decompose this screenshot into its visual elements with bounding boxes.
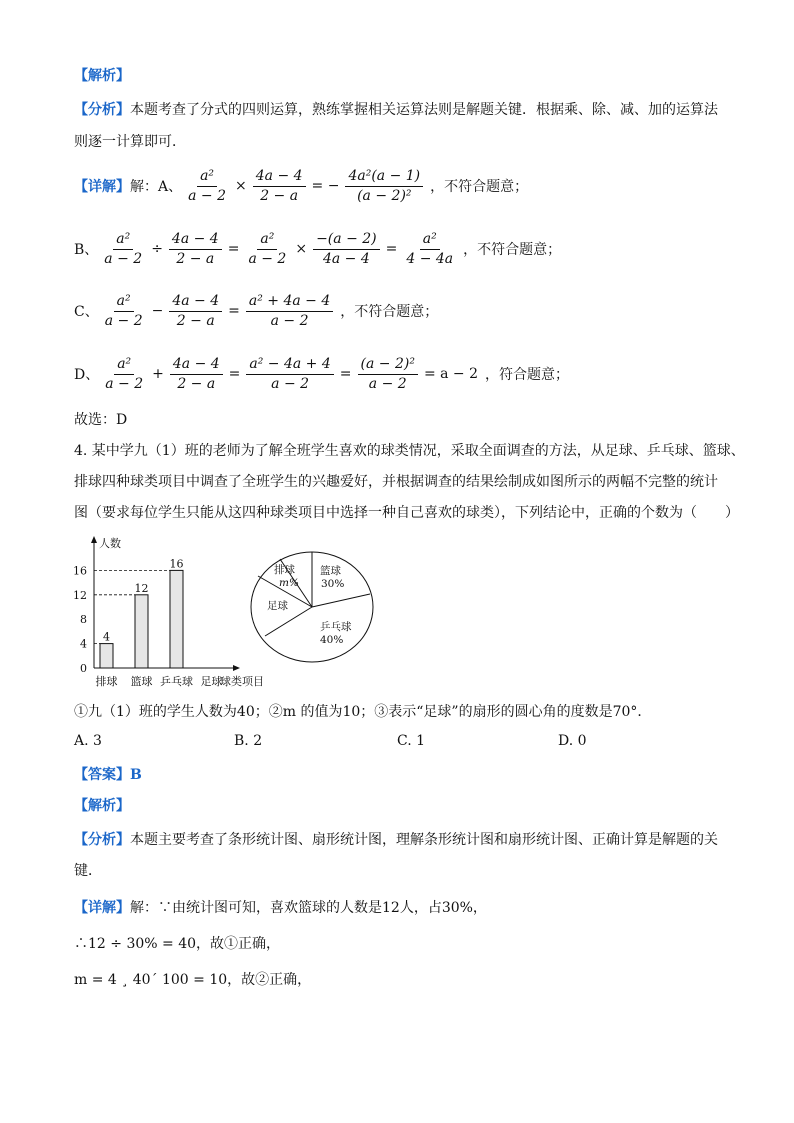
question-4-line1: 4. 某中学九（1）班的老师为了解全班学生喜欢的球类情况，采取全面调查的方法，从足球、乒乓球、篮球、 xyxy=(74,443,745,459)
fraction: $\frac{\text{a²}}{a - 2}$ xyxy=(104,230,143,267)
x-tick-label: 足球 xyxy=(200,675,223,688)
fraction: $\frac{4a - 4}{2 - a}$ xyxy=(169,230,222,269)
answer-label: 【答案】B xyxy=(74,767,142,783)
pie-label-pingpang-pct: 40% xyxy=(320,634,344,646)
fraction: $\frac{4a - 4}{2 - a}$ xyxy=(170,355,223,394)
formula-c: C、 $\frac{\text{a²}}{a - 2}$ − $\frac{4a - 4}{2 - a}$ = $\frac{\text{a² + 4a − 4}}{a - 2}$ ，不符合题意； xyxy=(74,292,439,329)
formula-a: 【详解】 解：A、 $\frac{\text{a²}}{a - 2}$ × $\frac{4a - 4}{2 - a}$ = − $\frac{\text{4a²(a − 1)}}{\text{(a − 2)²}}$ ，不符合题意； xyxy=(74,167,529,204)
formula-b: B、 $\frac{\text{a²}}{a - 2}$ ÷ $\frac{4a - 4}{2 - a}$ = $\frac{\text{a²}}{a - 2}$ × $\frac{-(a - 2)}{4a - 4}$ = $\frac{\text{a²}}{4 - 4a}$ ，不符合题意； xyxy=(74,230,562,267)
y-tick-label: 0 xyxy=(80,662,87,675)
question-4-line2: 排球四种球类项目中调查了全班学生的兴趣爱好，并根据调查的结果绘制成如图所示的两幅不完整的统计 xyxy=(74,474,718,490)
fraction: $\frac{\text{a²}}{a - 2}$ xyxy=(188,167,227,204)
y-tick-label: 4 xyxy=(80,637,87,651)
choice-b: B. 2 xyxy=(234,733,263,749)
question-4-line3: 图（要求每位学生只能从这四种球类项目中选择一种自己喜欢的球类），下列结论中，正确的个数为（ ） xyxy=(74,505,739,521)
pie-chart-wrap xyxy=(250,550,380,668)
x-tick-label: 乒乓球 xyxy=(160,675,193,688)
x-tick-label: 排球 xyxy=(95,675,118,688)
fraction: $\frac{\text{a²}}{a - 2}$ xyxy=(104,292,143,329)
y-axis-arrow xyxy=(91,536,97,543)
fenxi-line2: 则逐一计算即可． xyxy=(74,134,186,150)
y-tick-label: 8 xyxy=(80,613,87,627)
x-tick-label: 篮球 xyxy=(130,675,153,688)
fenxi-label: 【分析】 xyxy=(74,102,130,118)
pie-label-paiqiu: 排球 xyxy=(274,564,295,576)
fenxi2-line2: 键． xyxy=(74,863,102,879)
fraction: $\frac{4a - 4}{2 - a}$ xyxy=(169,292,222,331)
fenxi-line1: 【分析】本题考查了分式的四则运算，熟练掌握相关运算法则是解题关键．根据乘、除、减、加的运算法 xyxy=(74,102,718,118)
xiangjie-label: 【详解】 xyxy=(74,179,130,195)
bar-value-label: 4 xyxy=(103,630,110,644)
fraction: $\frac{\text{a²}}{4 - 4a}$ xyxy=(406,230,454,267)
y-axis-label: 人数 xyxy=(99,537,121,550)
x-axis-label: 球类项目 xyxy=(220,675,264,688)
fraction: $\frac{-(a - 2)}{4a - 4}$ xyxy=(313,230,380,269)
bar-value-label: 12 xyxy=(134,581,149,595)
xiangjie-label-2: 【详解】 xyxy=(74,900,130,916)
choice-d: D. 0 xyxy=(558,733,587,749)
fraction: $\frac{\text{a²}}{a - 2}$ xyxy=(248,230,287,267)
pie-label-lanqiu-pct: 30% xyxy=(321,578,345,590)
pie-chart xyxy=(250,550,380,664)
fraction: $\frac{\text{a²}}{a - 2}$ xyxy=(105,355,144,392)
pie-label-paiqiu-pct: m% xyxy=(279,577,299,589)
jiexi-heading: 【解析】 xyxy=(74,68,130,84)
fraction: $\frac{\text{(a − 2)²}}{a - 2}$ xyxy=(358,355,418,394)
xiangjie2-line1: 【详解】解：∵由统计图可知，喜欢篮球的人数是12人，占30%， xyxy=(74,900,487,916)
pie-label-zuqiu: 足球 xyxy=(267,600,288,612)
xiangjie2-line3: m = 4 ¸ 40´ 100 = 10，故②正确， xyxy=(74,972,312,988)
y-tick-label: 12 xyxy=(73,588,87,602)
pie-label-lanqiu: 篮球 xyxy=(320,565,341,577)
jiexi-heading-2: 【解析】 xyxy=(74,798,130,814)
bar xyxy=(135,595,148,668)
statement: ①九（1）班的学生人数为40；②m 的值为10；③表示“足球”的扇形的圆心角的度数是70°． xyxy=(74,704,652,720)
fenxi2-line1: 【分析】本题主要考查了条形统计图、扇形统计图，理解条形统计图和扇形统计图、正确计算是解题的关 xyxy=(74,832,718,848)
choice-c: C. 1 xyxy=(397,733,426,749)
y-tick-label: 16 xyxy=(73,564,87,578)
bar xyxy=(100,644,113,668)
xiangjie2-line2: ∴12 ÷ 30% = 40，故①正确， xyxy=(74,936,281,952)
fenxi-label-2: 【分析】 xyxy=(74,832,130,848)
pie-label-pingpang: 乒乓球 xyxy=(320,621,352,633)
choice-a: A. 3 xyxy=(74,733,102,749)
fraction: $\frac{\text{a² + 4a − 4}}{a - 2}$ xyxy=(246,292,333,331)
bar xyxy=(170,570,183,668)
bar-value-label: 16 xyxy=(169,557,184,571)
answer-choice: 故选：D xyxy=(74,412,128,428)
x-axis-arrow xyxy=(233,665,240,671)
formula-d: D、 $\frac{\text{a²}}{a - 2}$ + $\frac{4a - 4}{2 - a}$ = $\frac{\text{a² − 4a + 4}}{a - 2}$ = $\frac{\text{(a − 2)²}}{a - 2}$ = a − 2 ，符合题意； xyxy=(74,355,570,392)
choices xyxy=(74,733,774,753)
fraction: $\frac{4a - 4}{2 - a}$ xyxy=(253,167,306,206)
fraction: $\frac{\text{a² − 4a + 4}}{a - 2}$ xyxy=(246,355,333,394)
fraction: $\frac{\text{4a²(a − 1)}}{\text{(a − 2)²}}$ xyxy=(345,167,423,206)
